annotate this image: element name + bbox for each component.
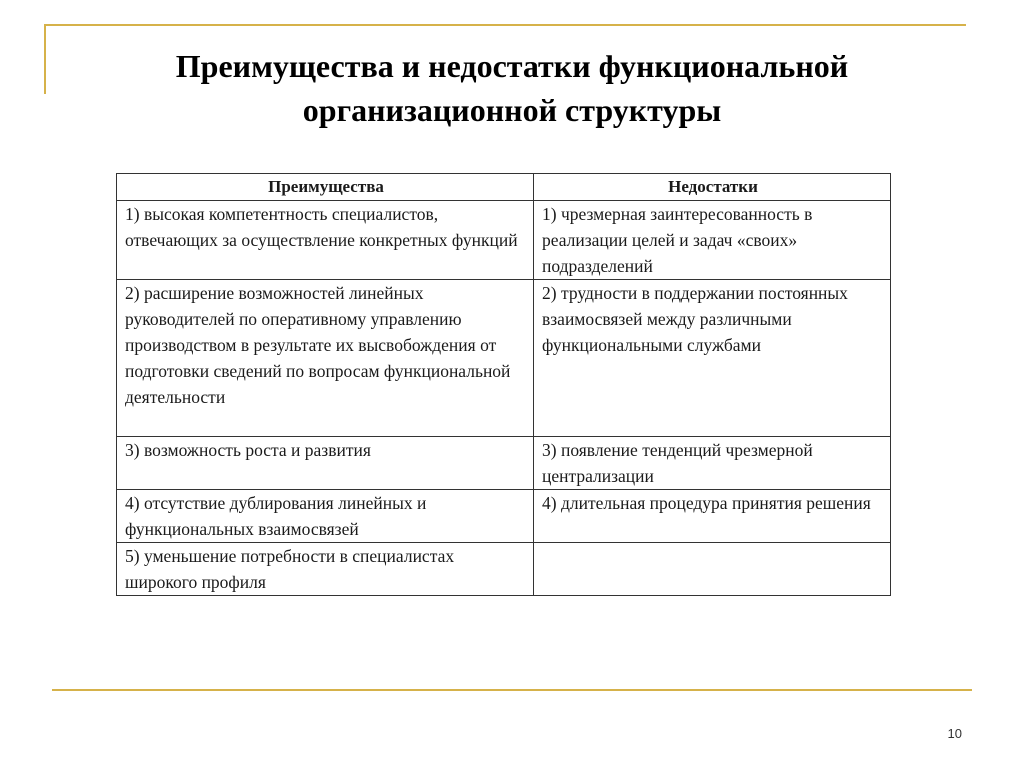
comparison-table-container [116,173,890,596]
disadvantage-cell: 2) трудности в поддержании постоянных взаимосвязей между различными функциональными службами [534,280,891,437]
advantage-cell: 4) отсутствие дублирования линейных и функциональных взаимосвязей [117,490,534,543]
disadvantage-cell-empty [534,543,891,596]
header-disadvantages: Недостатки [534,174,891,201]
disadvantage-cell: 1) чрезмерная заинтересованность в реализации целей и задач «своих» подразделений [534,201,891,280]
header-advantages: Преимущества [117,174,534,201]
decorative-bottom-line [52,689,972,691]
slide-title [60,44,964,132]
slide-title-line-1: Преимущества и недостатки функциональной [175,48,849,84]
disadvantage-cell: 3) появление тенденций чрезмерной централизации [534,437,891,490]
advantage-cell: 5) уменьшение потребности в специалистах широкого профиля [117,543,534,596]
table-row [117,201,891,280]
advantage-cell: 2) расширение возможностей линейных руководителей по оперативному управлению производством в результате их высвобождения от подготовки сведений по вопросам функциональной деятельности [117,280,534,437]
table-row [117,280,891,437]
table-row [117,437,891,490]
advantage-cell: 3) возможность роста и развития [117,437,534,490]
slide-title-line-2: организационной структуры [302,92,722,128]
disadvantage-cell: 4) длительная процедура принятия решения [534,490,891,543]
decorative-left-line [44,24,46,94]
page-number: 10 [947,726,962,741]
table-header-row [117,174,891,201]
table-row [117,490,891,543]
comparison-table [116,173,891,596]
table-row [117,543,891,596]
advantage-cell: 1) высокая компетентность специалистов, отвечающих за осуществление конкретных функций [117,201,534,280]
decorative-top-line [44,24,966,26]
